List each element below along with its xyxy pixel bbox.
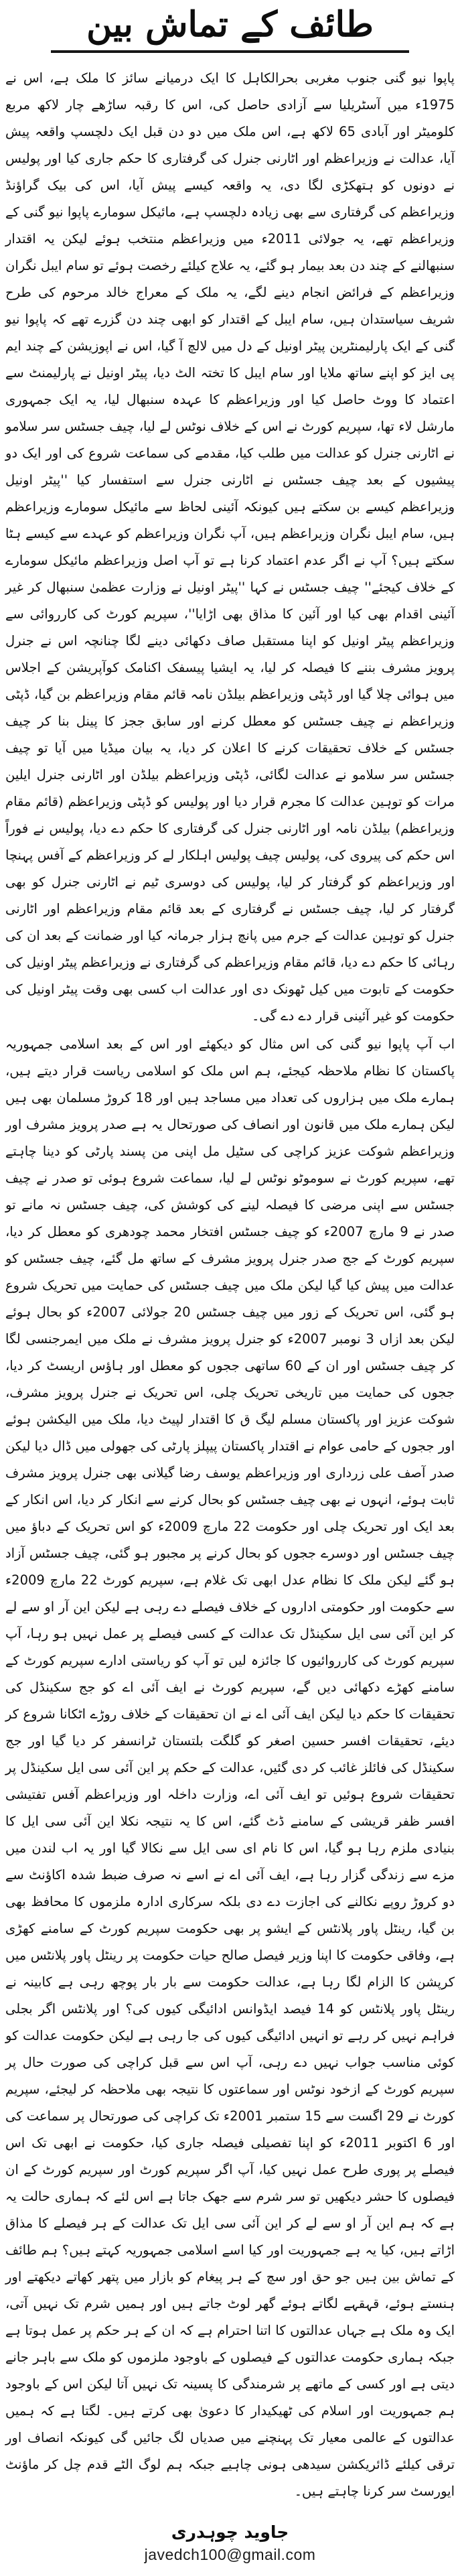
- column-title: طائف کے تماش بین: [86, 4, 374, 45]
- author-name: جاوید چوہدری: [171, 2522, 289, 2543]
- title-divider: [51, 50, 409, 53]
- author-email: javedch100@gmail.com: [144, 2546, 316, 2564]
- masthead: [4, 4, 456, 53]
- column-body: [4, 62, 456, 2505]
- signature-block: [4, 2522, 456, 2564]
- body-paragraph-2: اب آپ پاپوا نیو گنی کی اس مثال کو دیکھئے اور اس کے بعد اسلامی جمہوریہ پاکستان کا نظام ملاحظہ کیجئے، ہم اس ملک کو اسلامی ریاست قرار دیتے ہیں، ہمارے ملک میں ہزاروں کی تعداد میں مساجد ہیں اور 18 کروڑ مسلمان بھی ہیں لیکن ہمارے ملک میں قانون اور انصاف کی صورتحال یہ ہے صدر پرویز مشرف اور وزیراعظم شوکت عزیز کراچی کی سٹیل مل اپنی من پسند پارٹی کو دینا چاہتے تھے، سپریم کورٹ نے سوموٹو نوٹس لے لیا، سماعت شروع ہوئی تو صدر نے چیف جسٹس سے اپنی مرضی کا فیصلہ لینے کی کوشش کی، چیف جسٹس نہ مانے تو صدر نے 9 مارچ 2007ء کو چیف جسٹس افتخار محمد چودھری کو معطل کر دیا، سپریم کورٹ کے جج صدر جنرل پرویز مشرف کے ساتھ مل گئے، چیف جسٹس کو عدالت میں پیش کیا گیا لیکن ملک میں چیف جسٹس کی حمایت میں تحریک شروع ہو گئی، اس تحریک کے زور میں چیف جسٹس 20 جولائی 2007ء کو بحال ہوئے لیکن بعد ازاں 3 نومبر 2007ء کو جنرل پرویز مشرف نے ملک میں ایمرجنسی لگا کر چیف جسٹس اور ان کے 60 ساتھی ججوں کو معطل اور ہاؤس اریسٹ کر دیا، ججوں کی حمایت میں تاریخی تحریک چلی، اس تحریک نے جنرل پرویز مشرف، شوکت عزیز اور پاکستان مسلم لیگ ق کا اقتدار لپیٹ دیا، ملک میں الیکشن ہوئے اور ججوں کے حامی عوام نے اقتدار پاکستان پیپلز پارٹی کی جھولی میں ڈال دیا لیکن صدر آصف علی زرداری اور وزیراعظم یوسف رضا گیلانی بھی جنرل پرویز مشرف ثابت ہوئے، انہوں نے بھی چیف جسٹس کو بحال کرنے سے انکار کر دیا، اس انکار کے بعد ایک اور تحریک چلی اور حکومت 22 مارچ 2009ء کو اس تحریک کے دباؤ میں چیف جسٹس اور دوسرے ججوں کو بحال کرنے پر مجبور ہو گئی، چیف جسٹس آزاد ہو گئے لیکن ملک کا نظام عدل ابھی تک غلام ہے، سپریم کورٹ 22 مارچ 2009ء سے حکومت اور حکومتی اداروں کے خلاف فیصلے دے رہی ہے لیکن این آر او سے لے کر این آئی سی ایل سکینڈل تک عدالت کے کسی فیصلے پر عمل نہیں ہو رہا، آپ سپریم کورٹ کی کارروائیوں کا جائزہ لیں تو آپ کو ریاستی ادارے سپریم کورٹ کے سامنے کھڑے دکھائی دیں گے، سپریم کورٹ نے ایف آئی اے کو جج سکینڈل کی تحقیقات کا حکم دیا لیکن ایف آئی اے نے ان تحقیقات کے خلاف روڑے اٹکانا شروع کر دیئے، تحقیقات افسر حسین اصغر کو گلگت بلتستان ٹرانسفر کر دیا گیا اور جج سکینڈل کی فائلز غائب کر دی گئیں، عدالت کے حکم پر این آئی سی ایل سکینڈل پر تحقیقات شروع ہوئیں تو ایف آئی اے، وزارت داخلہ اور وزیراعظم آفس تفتیشی افسر ظفر قریشی کے سامنے ڈٹ گئے، اس کا یہ نتیجہ نکلا این آئی سی ایل کا بنیادی ملزم رہا ہو گیا، اس کا نام ای سی ایل سے نکالا گیا اور یہ اب لندن میں مزے سے زندگی گزار رہا ہے، ایف آئی اے نے اسے نہ صرف ضبط شدہ اکاؤنٹ سے دو کروڑ روپے نکالنے کی اجازت دے دی بلکہ سرکاری ادارہ ملزموں کا محافظ بھی بن گیا، رینٹل پاور پلانٹس کے ایشو پر بھی حکومت سپریم کورٹ کے سامنے کھڑی ہے، وفاقی حکومت کا اپنا وزیر فیصل صالح حیات حکومت پر رینٹل پاور پلانٹس میں کرپشن کا الزام لگا رہا ہے، عدالت حکومت سے بار بار پوچھ رہی ہے کابینہ نے رینٹل پاور پلانٹس کو 14 فیصد ایڈوانس ادائیگی کیوں کی؟ اور پلانٹس اگر بجلی فراہم نہیں کر رہے تو انہیں ادائیگی کیوں کی جا رہی ہے لیکن حکومت عدالت کو کوئی مناسب جواب نہیں دے رہی، آپ اس سے قبل کراچی کی صورت حال پر سپریم کورٹ کے ازخود نوٹس اور سماعتوں کا نتیجہ بھی ملاحظہ کر لیجئے، سپریم کورٹ نے 29 اگست سے 15 ستمبر 2001ء تک کراچی کی صورتحال پر سماعت کی اور 6 اکتوبر 2011ء کو اپنا تفصیلی فیصلہ جاری کیا، حکومت نے ابھی تک اس فیصلے پر پوری طرح عمل نہیں کیا، آپ اگر سپریم کورٹ اور سپریم کورٹ کے ان فیصلوں کا حشر دیکھیں تو سر شرم سے جھک جاتا ہے اس لئے کہ ہماری حالت یہ ہے کہ ہم این آر او سے لے کر این آئی سی ایل تک عدالت کے ہر فیصلے کا مذاق اڑاتے ہیں، کیا یہ ہے جمہوریت اور کیا اسے اسلامی جمہوریہ کہتے ہیں؟ ہم طائف کے تماش بین ہیں جو حق اور سچ کے ہر پیغام کو بازار میں پتھر کھاتے دیکھتے اور ہنستے ہوئے، قہقہے لگاتے ہوئے گھر لوٹ جاتے ہیں اور ہمیں شرم تک نہیں آتی، ایک وہ ملک ہے جہاں عدالتوں کا اتنا احترام ہے کہ ان کے ہر حکم پر عمل ہوتا ہے جبکہ ہماری حکومت عدالتوں کے فیصلوں کے باوجود ملزموں کو ملک سے باہر جانے دیتی ہے اور کسی کے ماتھے پر شرمندگی کا پسینہ تک نہیں آتا لیکن اس کے باوجود ہم جمہوریت اور اسلام کی ٹھیکیدار کا دعویٰ بھی کرتے ہیں۔ لگتا ہے کہ ہمیں عدالتوں کے عالمی معیار تک پہنچنے میں صدیاں لگ جائیں گی کیونکہ انصاف اور ترقی کیلئے ڈائریکشن سیدھی ہونی چاہیے جبکہ ہم لوگ الٹے قدم چل کر ماؤنٹ ایورسٹ سر کرنا چاہتے ہیں۔: [5, 1036, 455, 2500]
- body-paragraph-1: پاپوا نیو گنی جنوب مغربی بحرالکاہل کا ایک درمیانے سائز کا ملک ہے، اس نے 1975ء میں آسٹریلیا سے آزادی حاصل کی، اس کا رقبہ ساڑھے چار لاکھ مربع کلومیٹر اور آبادی 65 لاکھ ہے، اس ملک میں دو دن قبل ایک دلچسپ واقعہ پیش آیا، عدالت نے وزیراعظم اور اٹارنی جنرل کی گرفتاری کا حکم جاری کیا اور پولیس نے دونوں کو ہتھکڑی لگا دی، یہ واقعہ کیسے پیش آیا، اس کی بیک گراؤنڈ وزیراعظم کی گرفتاری سے بھی زیادہ دلچسپ ہے، مائیکل سومارے پاپوا نیو گنی کے وزیراعظم تھے، یہ جولائی 2011ء میں وزیراعظم منتخب ہوئے لیکن یہ اقتدار سنبھالنے کے چند دن بعد بیمار ہو گئے، یہ علاج کیلئے رخصت ہوئے تو سام ایبل نگران وزیراعظم کے فرائض انجام دینے لگے، یہ ملک کے معراج خالد مرحوم کی طرح شریف سیاستدان ہیں، سام ایبل کے اقتدار کو ابھی چند دن گزرے تھے کہ پاپوا نیو گنی کے ایک پارلیمنٹرین پیٹر اونیل کے دل میں لالچ آ گیا، اس نے اپوزیشن کے چند ایم پی ایز کو اپنے ساتھ ملایا اور سام ایبل کا تختہ الٹ دیا، پیٹر اونیل نے پارلیمنٹ سے اعتماد کا ووٹ حاصل کیا اور وزیراعظم کا عہدہ سنبھال لیا، یہ ایک جمہوری مارشل لاء تھا، سپریم کورٹ نے اس کے خلاف نوٹس لے لیا، چیف جسٹس سر سلامو نے اٹارنی جنرل کو عدالت میں طلب کیا، مقدمے کی سماعت شروع کی اور ایک دو پیشیوں کے بعد چیف جسٹس نے اٹارنی جنرل سے استفسار کیا ''پیٹر اونیل وزیراعظم کیسے بن سکتے ہیں کیونکہ آئینی لحاظ سے مائیکل سومارے وزیراعظم ہیں، سام ایبل نگران وزیراعظم ہیں، آپ نگران وزیراعظم کو عہدے سے کیسے ہٹا سکتے ہیں؟ آپ نے اگر عدم اعتماد کرنا ہے تو آپ اصل وزیراعظم مائیکل سومارے کے خلاف کیجئے'' چیف جسٹس نے کہا ''پیٹر اونیل نے وزارت عظمیٰ سنبھال کر غیر آئینی اقدام بھی کیا اور آئین کا مذاق بھی اڑایا''، سپریم کورٹ کی کارروائی سے وزیراعظم پیٹر اونیل کو اپنا مستقبل صاف دکھائی دینے لگا چنانچہ اس نے جنرل پرویز مشرف بننے کا فیصلہ کر لیا، یہ ایشیا پیسفک اکنامک کوآپریشن کے اجلاس میں ہوائی چلا گیا اور ڈپٹی وزیراعظم بیلڈن نامہ قائم مقام وزیراعظم بن گیا، ڈپٹی وزیراعظم نے چیف جسٹس کو معطل کرنے اور سابق ججز کا پینل بنا کر چیف جسٹس کے خلاف تحقیقات کرنے کا اعلان کر دیا، یہ بیان میڈیا میں آیا تو چیف جسٹس سر سلامو نے عدالت لگائی، ڈپٹی وزیراعظم بیلڈن اور اٹارنی جنرل ایلین مرات کو توہین عدالت کا مجرم قرار دیا اور پولیس کو ڈپٹی وزیراعظم (قائم مقام وزیراعظم) بیلڈن نامہ اور اٹارنی جنرل کی گرفتاری کا حکم دے دیا، پولیس نے فوراً اس حکم کی پیروی کی، پولیس چیف پولیس اہلکار لے کر وزیراعظم کے آفس پہنچا اور وزیراعظم کو گرفتار کر لیا، پولیس کی دوسری ٹیم نے اٹارنی جنرل کو بھی گرفتار کر لیا، چیف جسٹس نے گرفتاری کے بعد قائم مقام وزیراعظم اور اٹارنی جنرل کو توہین عدالت کے جرم میں پانچ ہزار جرمانہ کیا اور ضمانت کے بعد ان کی رہائی کا حکم دے دیا، قائم مقام وزیراعظم کی گرفتاری نے وزیراعظم پیٹر اونیل کی حکومت کے تابوت میں کیل ٹھونک دی اور عدالت اب کسی بھی وقت پیٹر اونیل کی حکومت کو غیر آئینی قرار دے دے گی۔: [5, 70, 455, 1024]
